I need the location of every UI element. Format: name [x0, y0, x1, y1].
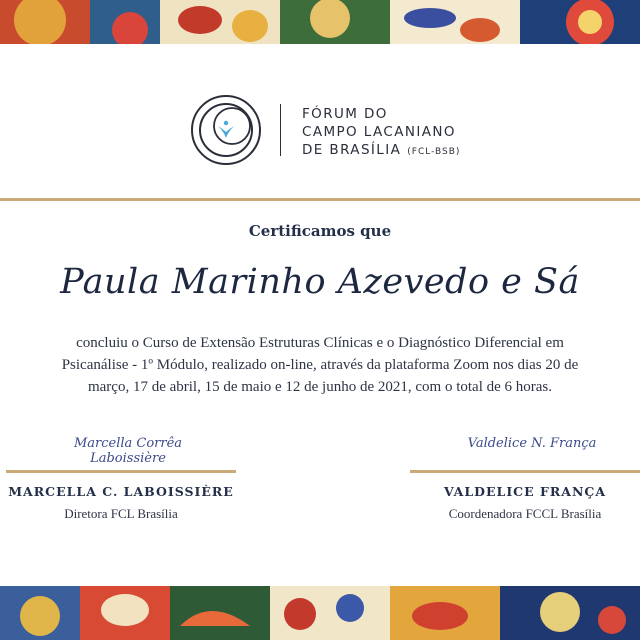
signatory-name-right: VALDELICE FRANÇA	[443, 484, 607, 499]
signatory-role-left: Diretora FCL Brasília	[64, 506, 178, 521]
recipient-name: Paula Marinho Azevedo e Sá	[60, 262, 580, 302]
bottom-decorative-band	[0, 586, 640, 640]
logo-text-line-1: FÓRUM DO	[302, 106, 388, 122]
logo-text-abbreviation: (FCL-BSB)	[407, 147, 461, 157]
handwritten-signature-left	[36, 428, 220, 468]
logo-text-line-3	[302, 142, 460, 158]
signatory-name-left: MARCELLA C. LABOISSIÈRE	[8, 484, 234, 499]
signature-block-right	[410, 424, 640, 534]
signature-right-line	[410, 470, 640, 473]
concentric-circles-bird-icon	[188, 92, 264, 168]
handwritten-signature-right	[440, 428, 624, 468]
signatory-role-right: Coordenadora FCCL Brasília	[448, 506, 602, 521]
certificate-headline: Certificamos que	[248, 222, 392, 240]
fcl-brasilia-logo	[188, 92, 468, 168]
logo-text-line-2: CAMPO LACANIANO	[302, 124, 456, 140]
top-decorative-band	[0, 0, 640, 44]
signature-block-left	[6, 424, 236, 534]
certificate-body-text: concluiu o Curso de Extensão Estruturas Clínicas e o Diagnóstico Diferencial em Psicanálise - 1º Módulo, realizado on-line, através da plataforma Zoom nos dias 20 de março, 17 de abril, 15 de maio e 12 de junho de 2021, com o total de 6 horas.	[61, 335, 579, 395]
signature-left-text: Marcella Corrêa Laboissière	[73, 436, 183, 466]
signature-left-line	[6, 470, 236, 473]
logo-divider	[280, 104, 281, 156]
logo-text-line-3-main: DE BRASÍLIA	[302, 142, 402, 158]
signature-right-text: Valdelice N. França	[467, 436, 597, 451]
header-gold-divider	[0, 198, 640, 201]
